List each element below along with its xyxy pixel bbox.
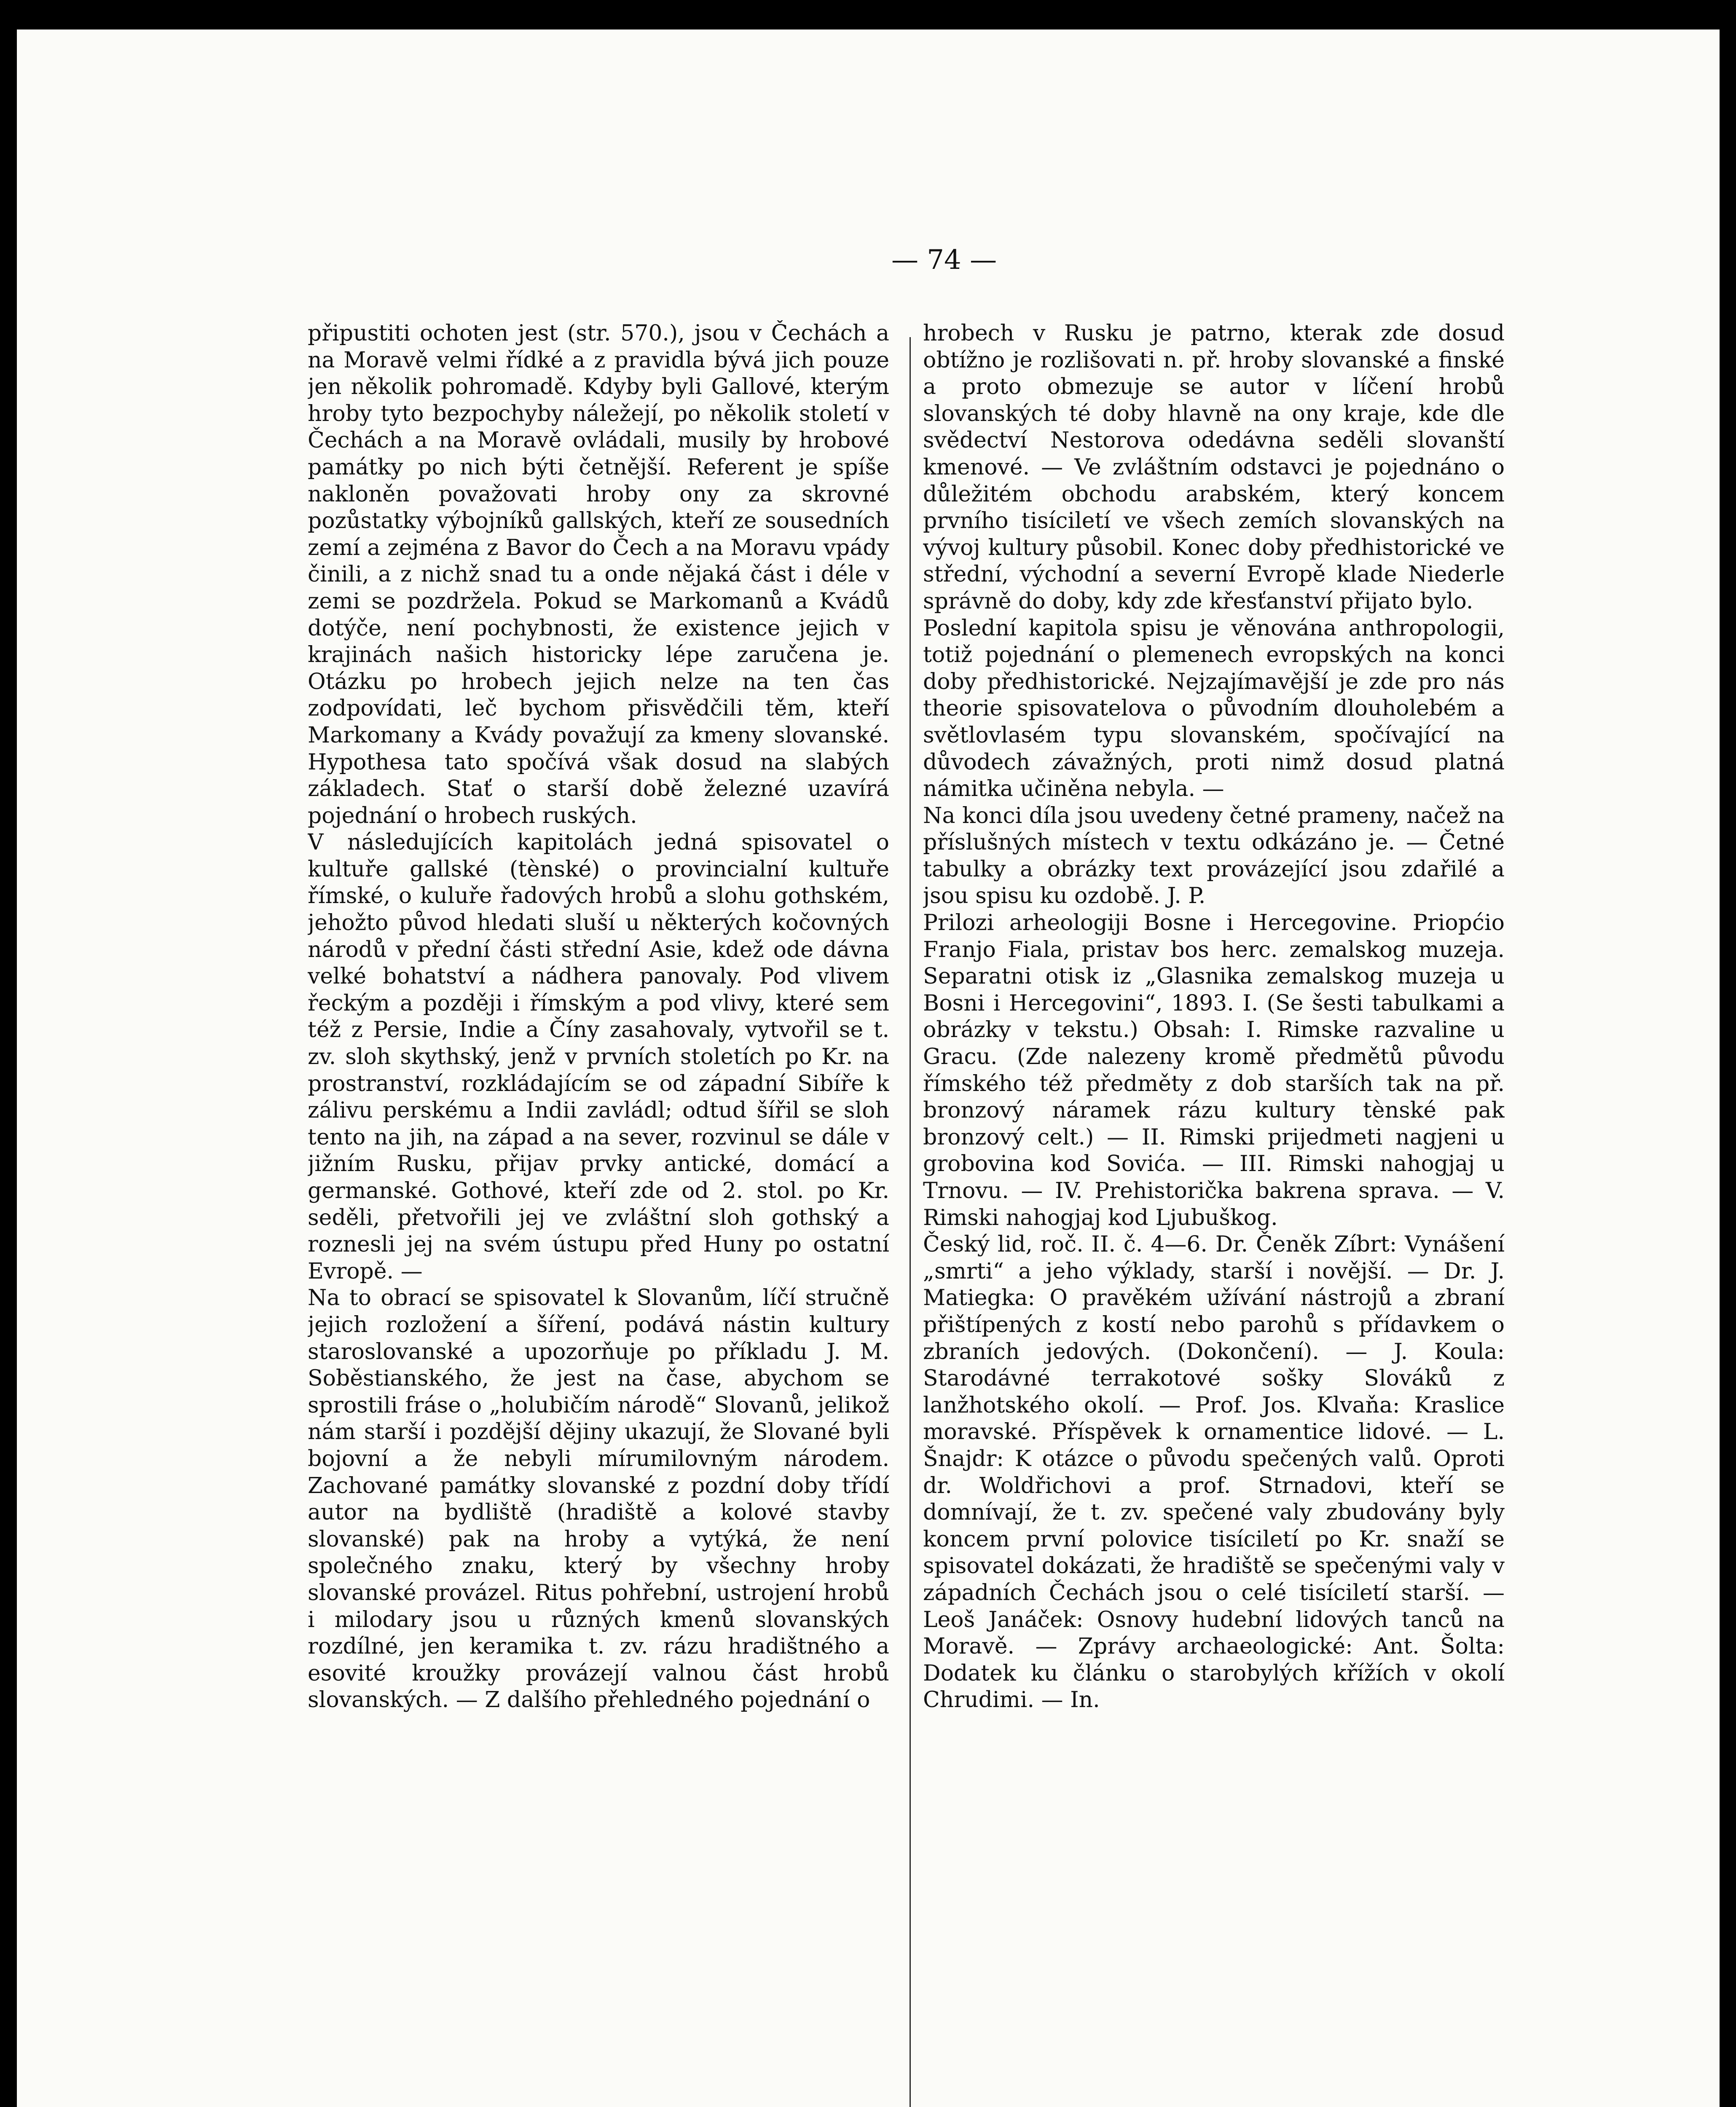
column-divider: [910, 337, 911, 2107]
page-number: — 74 —: [891, 244, 997, 276]
left-column-text: připustiti ochoten jest (str. 570.), jsou v Čechách a na Moravě velmi řídké a z pravidla bývá jich pouze jen několik pohromadě. Kdyby byli Gallové, kterým hroby tyto bezpochyby náležejí, po několik století v Čechách a na Moravě ovládali, musily by hrobové památky po nich býti četnější. Referent je spíše nakloněn považovati hroby ony za skrovné pozůstatky výbojníků gallských, kteří ze sousedních zemí a zejména z Bavor do Čech a na Moravu vpády činili, a z nichž snad tu a onde nějaká část i déle v zemi se pozdržela. Pokud se Markomanů a Kvádů dotýče, není pochybnosti, že existence jejich v krajinách našich historicky lépe zaručena je. Otázku po hrobech jejich nelze na ten čas zodpovídati, leč bychom přisvědčili těm, kteří Markomany a Kvády považují za kmeny slovanské. Hypothesa tato spočívá však dosud na slabých základech. Stať o starší době železné uzavírá pojednání o hrobech ruských. V následujících kapitolách jedná spisovatel o kultuře gallské (tènské) o provincialní kultuře římské, o kuluře řadových hrobů a slohu gothském, jehožto původ hledati sluší u některých kočovných národů v přední části střední Asie, kdež ode dávna velké bohatství a nádhera panovaly. Pod vlivem řeckým a později i římským a pod vlivy, které sem též z Persie, Indie a Číny zasahovaly, vytvořil se t. zv. sloh skythský, jenž v prvních stoletích po Kr. na prostranství, rozkládajícím se od západní Sibíře k zálivu perskému a Indii zavládl; odtud šířil se sloh tento na jih, na západ a na sever, rozvinul se dále v jižním Rusku, přijav prvky antické, domácí a germanské. Gothové, kteří zde od 2. stol. po Kr. seděli, přetvořili jej ve zvláštní sloh gothský a roznesli jej na svém ústupu před Huny po ostatní Evropě. — Na to obrací se spisovatel k Slovanům, líčí stručně jejich rozložení a šíření, podává nástin kultury staroslovanské a upozorňuje po příkladu J. M. Soběstianského, že jest na čase, abychom se sprostili fráse o „holubičím národě“ Slovanů, jelikož nám starší i pozdější dějiny ukazují, že Slované byli bojovní a že nebyli mírumilovným národem. Zachované památky slovanské z pozdní doby třídí autor na bydliště (hradiště a kolové stavby slovanské) pak na hroby a vytýká, že není společného znaku, který by všechny hroby slovanské provázel. Ritus pohřební, ustrojení hrobů i milodary jsou u různých kmenů slovanských rozdílné, jen keramika t. zv. rázu hradištného a esovité kroužky provázejí valnou část hrobů slovanských. — Z dalšího přehledného pojednání o: [308, 321, 889, 1713]
right-column-text: hrobech v Rusku je patrno, kterak zde dosud obtížno je rozlišovati n. př. hroby slovanské a finské a proto obmezuje se autor v líčení hrobů slovanských té doby hlavně na ony kraje, kde dle svědectví Nestorova odedávna seděli slovanští kmenové. — Ve zvláštním odstavci je pojednáno o důležitém obchodu arabském, který koncem prvního tisíciletí ve všech zemích slovanských na vývoj kultury působil. Konec doby předhistorické ve střední, východní a severní Evropě klade Niederle správně do doby, kdy zde křesťanství přijato bylo. Poslední kapitola spisu je věnována anthropologii, totiž pojednání o plemenech evropských na konci doby předhistorické. Nejzajímavější je zde pro nás theorie spisovatelova o původním dlouholebém a světlovlasém typu slovanském, spočívající na důvodech závažných, proti nimž dosud platná námitka učiněna nebyla. — Na konci díla jsou uvedeny četné prameny, načež na příslušných místech v textu odkázáno je. — Četné tabulky a obrázky text provázející jsou zdařilé a jsou spisu ku ozdobě. J. P. Prilozi arheologiji Bosne i Hercegovine. Priopćio Franjo Fiala, pristav bos herc. zemalskog muzeja. Separatni otisk iz „Glasnika zemalskog muzeja u Bosni i Hercegovini“, 1893. I. (Se šesti tabulkami a obrázky v tekstu.) Obsah: I. Rimske razvaline u Gracu. (Zde nalezeny kromě předmětů původu římského též předměty z dob starších tak na př. bronzový náramek rázu kultury tènské pak bronzový celt.) — II. Rimski prijedmeti nagjeni u grobovina kod Sovića. — III. Rimski nahogjaj u Trnovu. — IV. Prehistorička bakrena sprava. — V. Rimski nahogjaj kod Ljubuškog. Český lid, roč. II. č. 4—6. Dr. Čeněk Zíbrt: Vynášení „smrti“ a jeho výklady, starší i novější. — Dr. J. Matiegka: O pravěkém užívání nástrojů a zbraní přištípených z kostí nebo parohů s přídavkem o zbraních jedových. (Dokončení). — J. Koula: Starodávné terrakotové sošky Slováků z lanžhotského okolí. — Prof. Jos. Klvaňa: Kraslice moravské. Příspěvek k ornamentice lidové. — L. Šnajdr: K otázce o původu spečených valů. Oproti dr. Woldřichovi a prof. Strnadovi, kteří se domnívají, že t. zv. spečené valy zbudovány byly koncem první polovice tisíciletí po Kr. snaží se spisovatel dokázati, že hradiště se spečenými valy v západních Čechách jsou o celé tisíciletí starší. — Leoš Janáček: Osnovy hudební lidových tanců na Moravě. — Zprávy archaeologické: Ant. Šolta: Dodatek ku článku o starobylých křížích v okolí Chrudimi. — In.: [923, 321, 1505, 1713]
